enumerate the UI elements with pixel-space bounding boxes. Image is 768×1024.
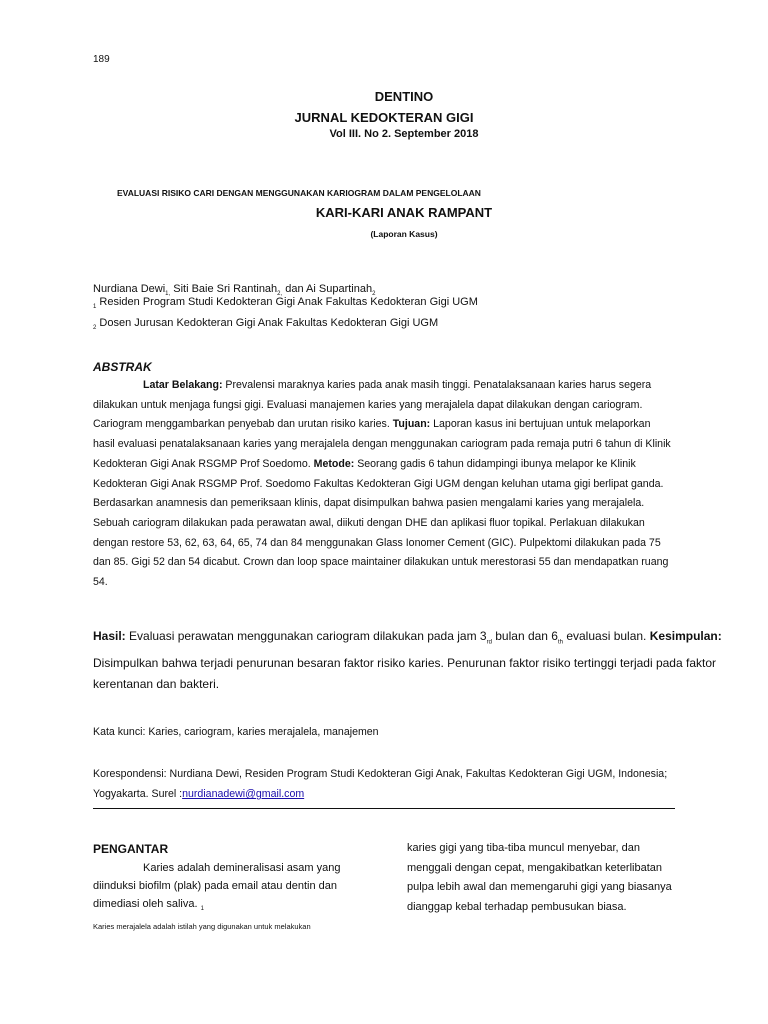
correspondence xyxy=(93,764,673,804)
affiliation-1-num: 1 xyxy=(93,304,97,311)
tujuan-label: Tujuan: xyxy=(389,418,431,431)
author-3-sup: 2 xyxy=(372,291,376,298)
affiliation-2-text: Dosen Jurusan Kedokteran Gigi Anak Fakultas Kedokteran Gigi UGM xyxy=(96,317,439,329)
kesimpulan-label: Kesimpulan: xyxy=(646,629,722,643)
affiliation-1-text: Residen Program Studi Kedokteran Gigi Anak Fakultas Kedokteran Gigi UGM xyxy=(96,296,478,308)
author-2: Siti Baie Sri Rantinah xyxy=(170,283,278,295)
abstract-body xyxy=(93,376,673,593)
email-link[interactable]: nurdianadewi@gmail.com xyxy=(182,788,305,800)
correspondence-text: Korespondensi: Nurdiana Dewi, Residen Program Studi Kedokteran Gigi Anak, Fakultas Kedokteran Gigi UGM, Indonesia; Yogyakarta. Surel : xyxy=(93,768,668,800)
author-3: dan Ai Supartinah xyxy=(282,283,373,295)
metode-label: Metode: xyxy=(310,457,355,470)
section-heading: PENGANTAR xyxy=(93,842,169,856)
article-title-line2: KARI-KARI ANAK RAMPANT xyxy=(315,205,493,220)
affiliation-2 xyxy=(93,317,438,331)
hasil-sup-2: th xyxy=(557,639,563,646)
affiliation-2-num: 2 xyxy=(93,325,97,332)
hasil-text-3: evaluasi bulan. xyxy=(563,629,647,643)
kesimpulan-text: Disimpulkan bahwa terjadi penurunan besaran faktor risiko karies. Penurunan faktor risiko tertinggi terjadi pada faktor kerentanan dan bakteri. xyxy=(93,656,716,692)
left-small-text: Karies merajalela adalah istilah yang digunakan untuk melakukan xyxy=(93,922,311,931)
left-paragraph-text: Karies adalah demineralisasi asam yang diinduksi biofilm (plak) pada email atau dentin dan dimediasi oleh saliva. xyxy=(93,862,341,910)
abstract-paragraph xyxy=(93,376,673,593)
latar-text: Prevalensi maraknya karies pada anak masih tinggi. Penatalaksanaan karies harus segera dilakukan untuk menjaga fungsi gigi. Evaluasi manajemen karies yang merajalela dapat dilakukan dengan cariogram. Cariogram menggambarkan penyebab dan urutan risiko karies. xyxy=(93,379,652,431)
divider xyxy=(93,808,675,809)
right-column xyxy=(407,839,687,917)
latar-label: Latar Belakang: xyxy=(143,379,223,391)
left-column xyxy=(93,859,373,918)
tujuan-text: Laporan kasus ini bertujuan untuk melaporkan hasil evaluasi penatalaksanaan karies yang merajalela dengan menggunakan cariogram pada remaja putri 6 tahun di Klinik Kedokteran Gigi Anak RSGMP Prof Soedomo. xyxy=(93,418,671,470)
hasil-label: Hasil: xyxy=(93,629,126,643)
journal-name: DENTINO xyxy=(374,89,434,104)
journal-issue: Vol III. No 2. September 2018 xyxy=(329,128,479,140)
hasil-text-2: bulan dan 6 xyxy=(491,629,558,643)
right-paragraph: karies gigi yang tiba-tiba muncul menyebar, dan menggali dengan cepat, mengakibatkan keterlibatan pulpa lebih awal dan memengaruhi gigi yang biasanya dianggap kebal terhadap pembusukan biasa. xyxy=(407,842,672,913)
affiliation-1 xyxy=(93,296,478,310)
author-2-sup: 2, xyxy=(277,291,283,298)
left-paragraph xyxy=(93,859,373,918)
left-paragraph-ref: 1 xyxy=(200,906,204,913)
abstract-results xyxy=(93,626,753,695)
journal-subtitle: JURNAL KEDOKTERAN GIGI xyxy=(294,110,474,125)
author-1: Nurdiana Dewi xyxy=(93,283,166,295)
hasil-text-1: Evaluasi perawatan menggunakan cariogram dilakukan pada jam 3 xyxy=(125,629,487,643)
author-1-sup: 1, xyxy=(165,291,171,298)
page-number: 189 xyxy=(93,54,110,65)
article-title-line1: EVALUASI RISIKO CARI DENGAN MENGGUNAKAN KARIOGRAM DALAM PENGELOLAAN xyxy=(117,188,481,198)
hasil-sup-1: rd xyxy=(486,639,492,646)
keywords: Kata kunci: Karies, cariogram, karies merajalela, manajemen xyxy=(93,726,379,738)
abstract-heading: ABSTRAK xyxy=(93,360,152,374)
article-type: (Laporan Kasus) xyxy=(370,229,438,239)
metode-text: Seorang gadis 6 tahun didampingi ibunya melapor ke Klinik Kedokteran Gigi Anak RSGMP Prof. Soedomo Fakultas Kedokteran Gigi UGM dengan keluhan utama gigi berlipat ganda. Berdasarkan anamnesis dan pemeriksaan klinis, dapat disimpulkan bahwa pasien mengalami karies yang merajalela. Sebuah cariogram dilakukan pada perawatan awal, diikuti dengan DHE dan aplikasi fluor topikal. Perlakuan dilakukan dengan restore 53, 62, 63, 64, 65, 74 dan 84 menggunakan Glass Ionomer Cement (GIC). Pulpektomi dilakukan pada 75 dan 85. Gigi 52 dan 54 dicabut. Crown dan loop space maintainer dilakukan untuk merestorasi 55 dan mendapatkan ruang 54. xyxy=(93,457,669,589)
